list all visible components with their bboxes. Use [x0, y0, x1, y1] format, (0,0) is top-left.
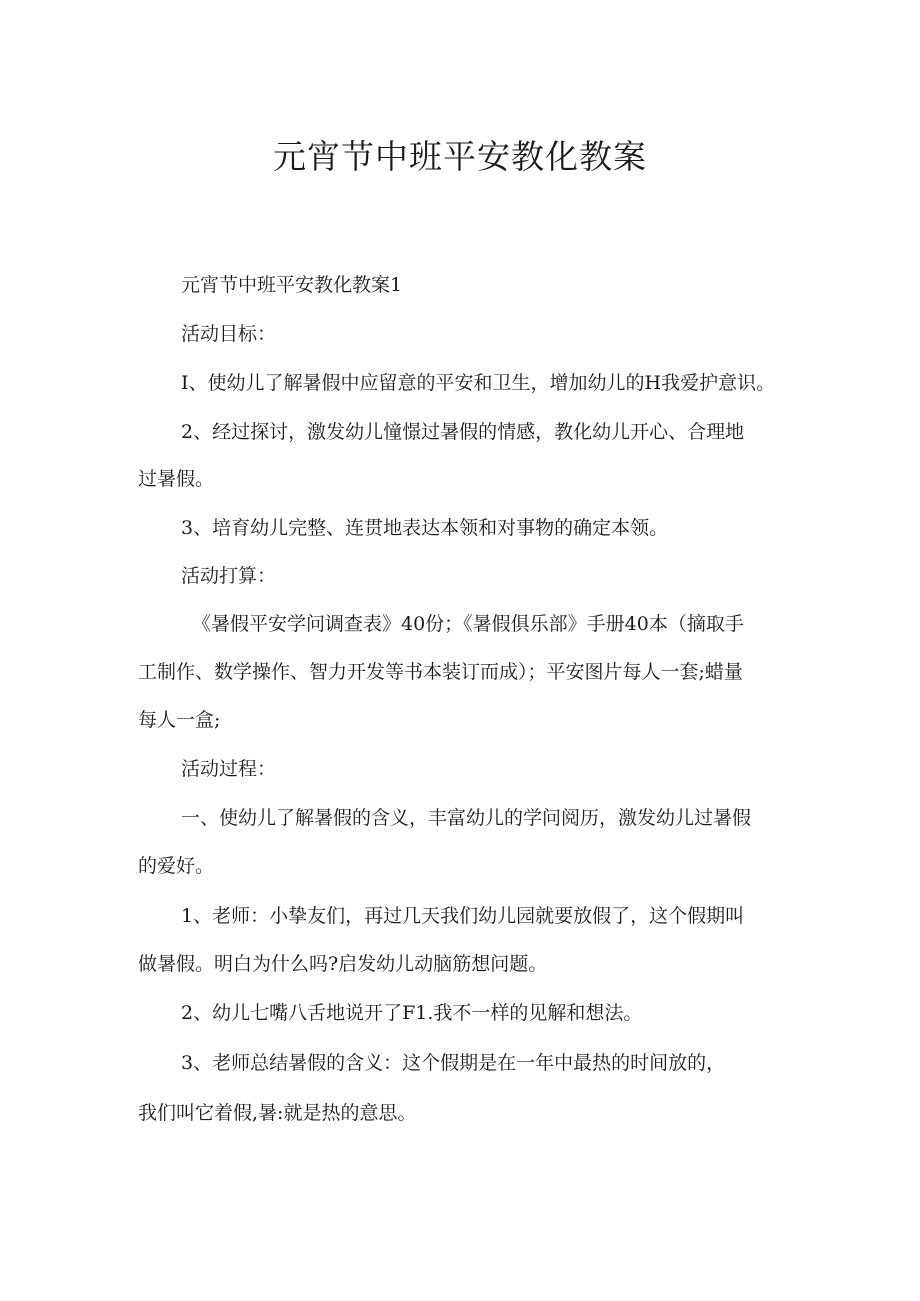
- substep-1-line1: 1、老师：小挚友们，再过几天我们幼儿园就要放假了，这个假期叫: [181, 905, 745, 927]
- goal-item-3: 3、培育幼儿完整、连贯地表达本领和对事物的确定本领。: [181, 517, 669, 539]
- goal-item-1: I、使幼儿了解暑假中应留意的平安和卫生，增加幼儿的H我爱护意识。: [181, 372, 776, 394]
- step-1-line2: 的爱好。: [138, 855, 215, 877]
- goal-item-2-line1: 2、经过探讨，激发幼儿憧憬过暑假的情感，教化幼儿开心、合理地: [181, 421, 745, 443]
- prep-line-1: 《暑假平安学问调查表》40份；《暑假俱乐部》手册40本（摘取手: [192, 613, 744, 635]
- step-1-line1: 一、使幼儿了解暑假的含义，丰富幼儿的学问阅历，激发幼儿过暑假: [181, 807, 752, 829]
- goal-heading: 活动目标：: [181, 323, 277, 345]
- substep-3-line1: 3、老师总结暑假的含义：这个假期是在一年中最热的时间放的，: [181, 1052, 726, 1074]
- substep-1-line2: 做暑假。明白为什么吗?启发幼儿动脑筋想问题。: [138, 953, 548, 975]
- substep-2: 2、幼儿七嘴八舌地说开了F1.我不一样的见解和想法。: [181, 1002, 643, 1024]
- prep-line-2: 工制作、数学操作、智力开发等书本装订而成）；平安图片每人一套;蜡量: [138, 661, 743, 683]
- prep-heading: 活动打算：: [181, 565, 277, 587]
- document-title: 元宵节中班平安教化教案: [273, 137, 647, 176]
- section-heading: 元宵节中班平安教化教案1: [181, 274, 403, 296]
- process-heading: 活动过程：: [181, 758, 277, 780]
- prep-line-3: 每人一盒;: [138, 709, 221, 731]
- goal-item-2-line2: 过暑假。: [138, 468, 215, 490]
- substep-3-line2: 我们叫它着假,暑:就是热的意思。: [138, 1102, 417, 1124]
